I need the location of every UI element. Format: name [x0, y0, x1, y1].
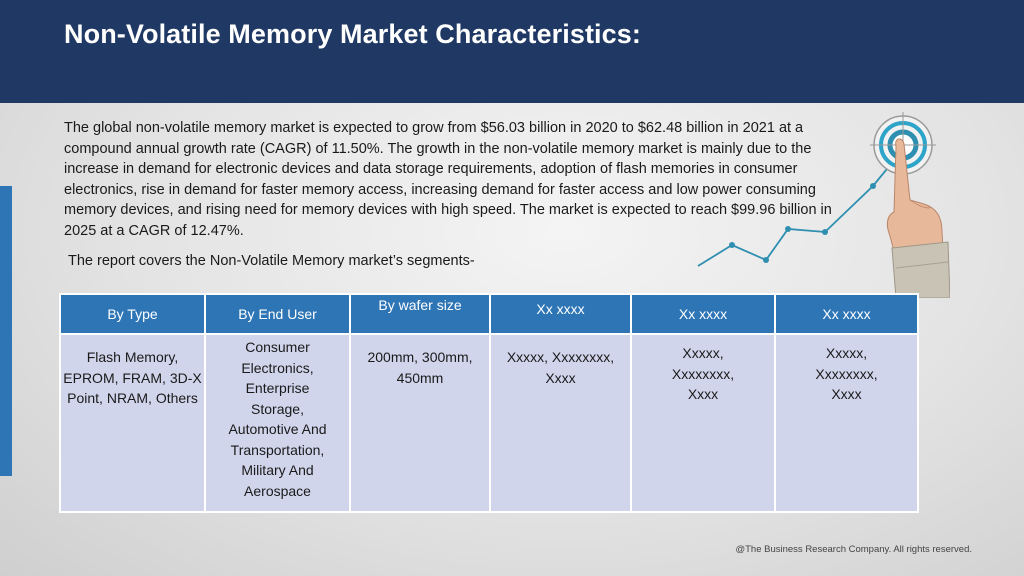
copyright-footer: @The Business Research Company. All rights reserved.: [735, 544, 972, 555]
target-chart-hand-icon: [690, 108, 950, 298]
cell-by-end-user: Consumer Electronics, Enterprise Storage, Automotive And Transportation, Military And Aerospace: [205, 334, 350, 512]
cell-segment-4: Xxxxx, Xxxxxxxx, Xxxx: [490, 334, 631, 512]
header-by-type: By Type: [60, 294, 205, 334]
segments-table: [59, 293, 919, 513]
header-segment-6: Xx xxxx: [775, 294, 918, 334]
intro-paragraph: The global non-volatile memory market is expected to grow from $56.03 billion in 2020 to $62.48 billion in 2021 at a compound annual growth rate (CAGR) of 11.50%. The growth in the non-volatile memory market is mainly due to the increase in demand for electronic devices and data storage requirements, adoption of flash memories in consumer electronics, rise in demand for faster memory access, increasing demand for faster access and low power consuming memory devices, and rising need for memory devices with high speed. The market is expected to reach $99.96 billion in 2025 at a CAGR of 12.47%.: [64, 120, 832, 239]
header-segment-4: Xx xxxx: [490, 294, 631, 334]
table-row: [60, 334, 918, 512]
header-by-end-user: By End User: [205, 294, 350, 334]
table-header-row: [60, 294, 918, 334]
cell-by-wafer-size: 200mm, 300mm, 450mm: [350, 334, 490, 512]
cell-segment-5: Xxxxx, Xxxxxxxx, Xxxx: [631, 334, 775, 512]
cell-by-type: Flash Memory, EPROM, FRAM, 3D-X Point, NRAM, Others: [60, 334, 205, 512]
header-banner: [0, 0, 1024, 103]
segments-intro: The report covers the Non-Volatile Memory market’s segments-: [68, 253, 475, 269]
header-segment-5: Xx xxxx: [631, 294, 775, 334]
left-accent-bar: [0, 186, 12, 476]
cell-segment-6: Xxxxx, Xxxxxxxx, Xxxx: [775, 334, 918, 512]
page-title: Non-Volatile Memory Market Characteristics:: [64, 19, 641, 49]
header-by-wafer-size: By wafer size: [350, 294, 490, 334]
